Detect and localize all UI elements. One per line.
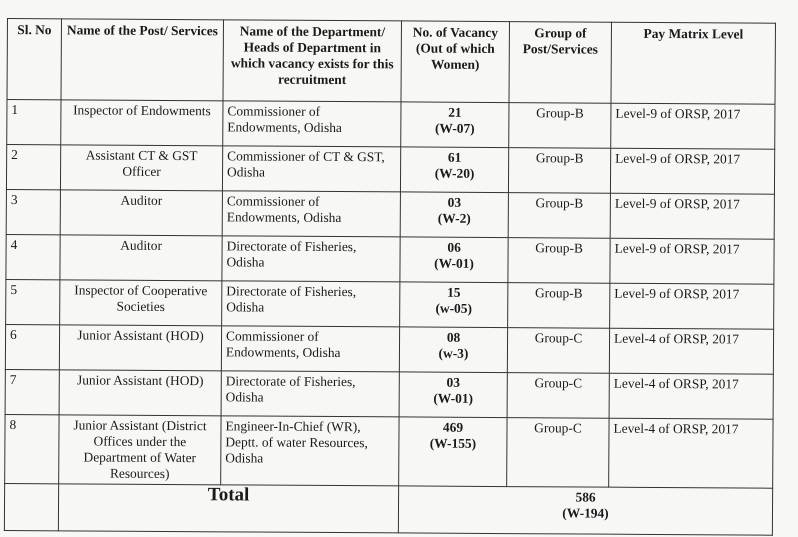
table-row — [7, 100, 775, 150]
women-count: (W-01) — [434, 255, 474, 271]
row-vacancy — [401, 102, 509, 148]
vacancy-count: 06 — [447, 239, 461, 255]
row-vacancy — [400, 147, 508, 193]
row-vacancy — [400, 282, 508, 328]
total-label: Total — [58, 484, 398, 533]
table-row — [5, 369, 773, 419]
table-row — [5, 324, 773, 374]
row-group: Group-C — [507, 373, 609, 419]
row-pay-level: Level-4 of ORSP, 2017 — [609, 328, 773, 374]
row-post: Junior Assistant (HOD) — [59, 325, 221, 371]
vacancy-count: 61 — [447, 149, 462, 165]
header-group: Group of Post/Services — [509, 22, 611, 104]
row-group: Group-C — [507, 328, 609, 374]
table-row — [6, 279, 774, 329]
women-count: (W-155) — [429, 435, 477, 451]
header-post: Name of the Post/ Services — [61, 19, 223, 101]
row-sl-no: 4 — [6, 234, 60, 279]
women-count: (W-01) — [433, 390, 474, 406]
row-pay-level: Level-9 of ORSP, 2017 — [610, 283, 774, 329]
row-pay-level: Level-4 of ORSP, 2017 — [609, 373, 773, 419]
row-sl-no: 7 — [5, 369, 59, 414]
row-group: Group-C — [507, 418, 609, 488]
row-sl-no: 2 — [6, 145, 60, 190]
header-sl-no: Sl. No — [7, 19, 61, 100]
total-vacancy-count: 586 — [575, 489, 596, 505]
vacancy-count: 21 — [448, 104, 462, 120]
row-vacancy — [399, 327, 507, 373]
vacancy-count: 03 — [447, 194, 462, 210]
row-department: Directorate of Fisheries, Odisha — [222, 281, 400, 327]
table-row — [6, 234, 774, 284]
total-empty-cell — [4, 483, 58, 530]
vacancy-count: 03 — [446, 374, 461, 390]
row-pay-level: Level-9 of ORSP, 2017 — [610, 193, 774, 239]
row-group: Group-B — [508, 148, 610, 194]
header-department: Name of the Department/ Heads of Department in which vacancy exists for this recruitment — [223, 20, 401, 102]
vacancy-table — [4, 18, 776, 536]
row-vacancy — [399, 417, 507, 487]
row-department: Directorate of Fisheries, Odisha — [222, 236, 400, 282]
row-sl-no: 1 — [7, 100, 61, 145]
row-post: Auditor — [60, 190, 222, 236]
row-post: Inspector of Endowments — [61, 100, 223, 146]
table-row — [6, 189, 774, 239]
row-sl-no: 5 — [6, 279, 60, 324]
row-department: Commissioner of CT & GST, Odisha — [222, 146, 400, 192]
header-row — [7, 19, 775, 105]
header-vacancy: No. of Vacancy (Out of which Women) — [401, 21, 509, 103]
row-post: Junior Assistant (HOD) — [59, 370, 221, 416]
table-row — [5, 414, 773, 488]
women-count: (w-3) — [438, 345, 469, 361]
row-pay-level: Level-4 of ORSP, 2017 — [609, 418, 773, 488]
row-group: Group-B — [508, 238, 610, 284]
row-group: Group-B — [509, 103, 611, 149]
total-vacancy — [398, 486, 772, 535]
row-post: Inspector of Cooperative Societies — [60, 280, 222, 326]
row-post: Assistant CT & GST Officer — [60, 145, 222, 191]
row-department: Commissioner of Endowments, Odisha — [221, 326, 399, 372]
row-department: Engineer-In-Chief (WR), Deptt. of water Resources, Odisha — [221, 416, 399, 486]
row-pay-level: Level-9 of ORSP, 2017 — [610, 238, 774, 284]
row-sl-no: 8 — [5, 414, 59, 483]
vacancy-count: 469 — [442, 419, 464, 435]
vacancy-count: 15 — [447, 284, 461, 300]
row-department: Directorate of Fisheries, Odisha — [221, 371, 399, 417]
women-count: (W-20) — [434, 165, 475, 181]
vacancy-document — [4, 18, 776, 536]
row-department: Commissioner of Endowments, Odisha — [222, 191, 400, 237]
row-vacancy — [400, 237, 508, 283]
row-sl-no: 3 — [6, 189, 60, 234]
vacancy-count: 08 — [446, 329, 461, 345]
row-sl-no: 6 — [5, 324, 59, 369]
total-row — [4, 483, 772, 535]
women-count: (W-2) — [437, 210, 471, 226]
row-post: Junior Assistant (District Offices under the Department of Water Resources) — [59, 415, 221, 485]
row-vacancy — [399, 372, 507, 418]
women-count: (w-05) — [435, 300, 472, 316]
table-row — [6, 145, 774, 195]
row-department: Commissioner of Endowments, Odisha — [223, 101, 401, 147]
row-pay-level: Level-9 of ORSP, 2017 — [611, 103, 775, 149]
row-vacancy — [400, 192, 508, 238]
row-group: Group-B — [508, 193, 610, 239]
total-women-count: (W-194) — [562, 505, 609, 521]
women-count: (W-07) — [434, 120, 475, 136]
row-pay-level: Level-9 of ORSP, 2017 — [610, 148, 774, 194]
header-pay-matrix: Pay Matrix Level — [611, 22, 775, 104]
row-post: Auditor — [60, 235, 222, 281]
row-group: Group-B — [508, 283, 610, 329]
